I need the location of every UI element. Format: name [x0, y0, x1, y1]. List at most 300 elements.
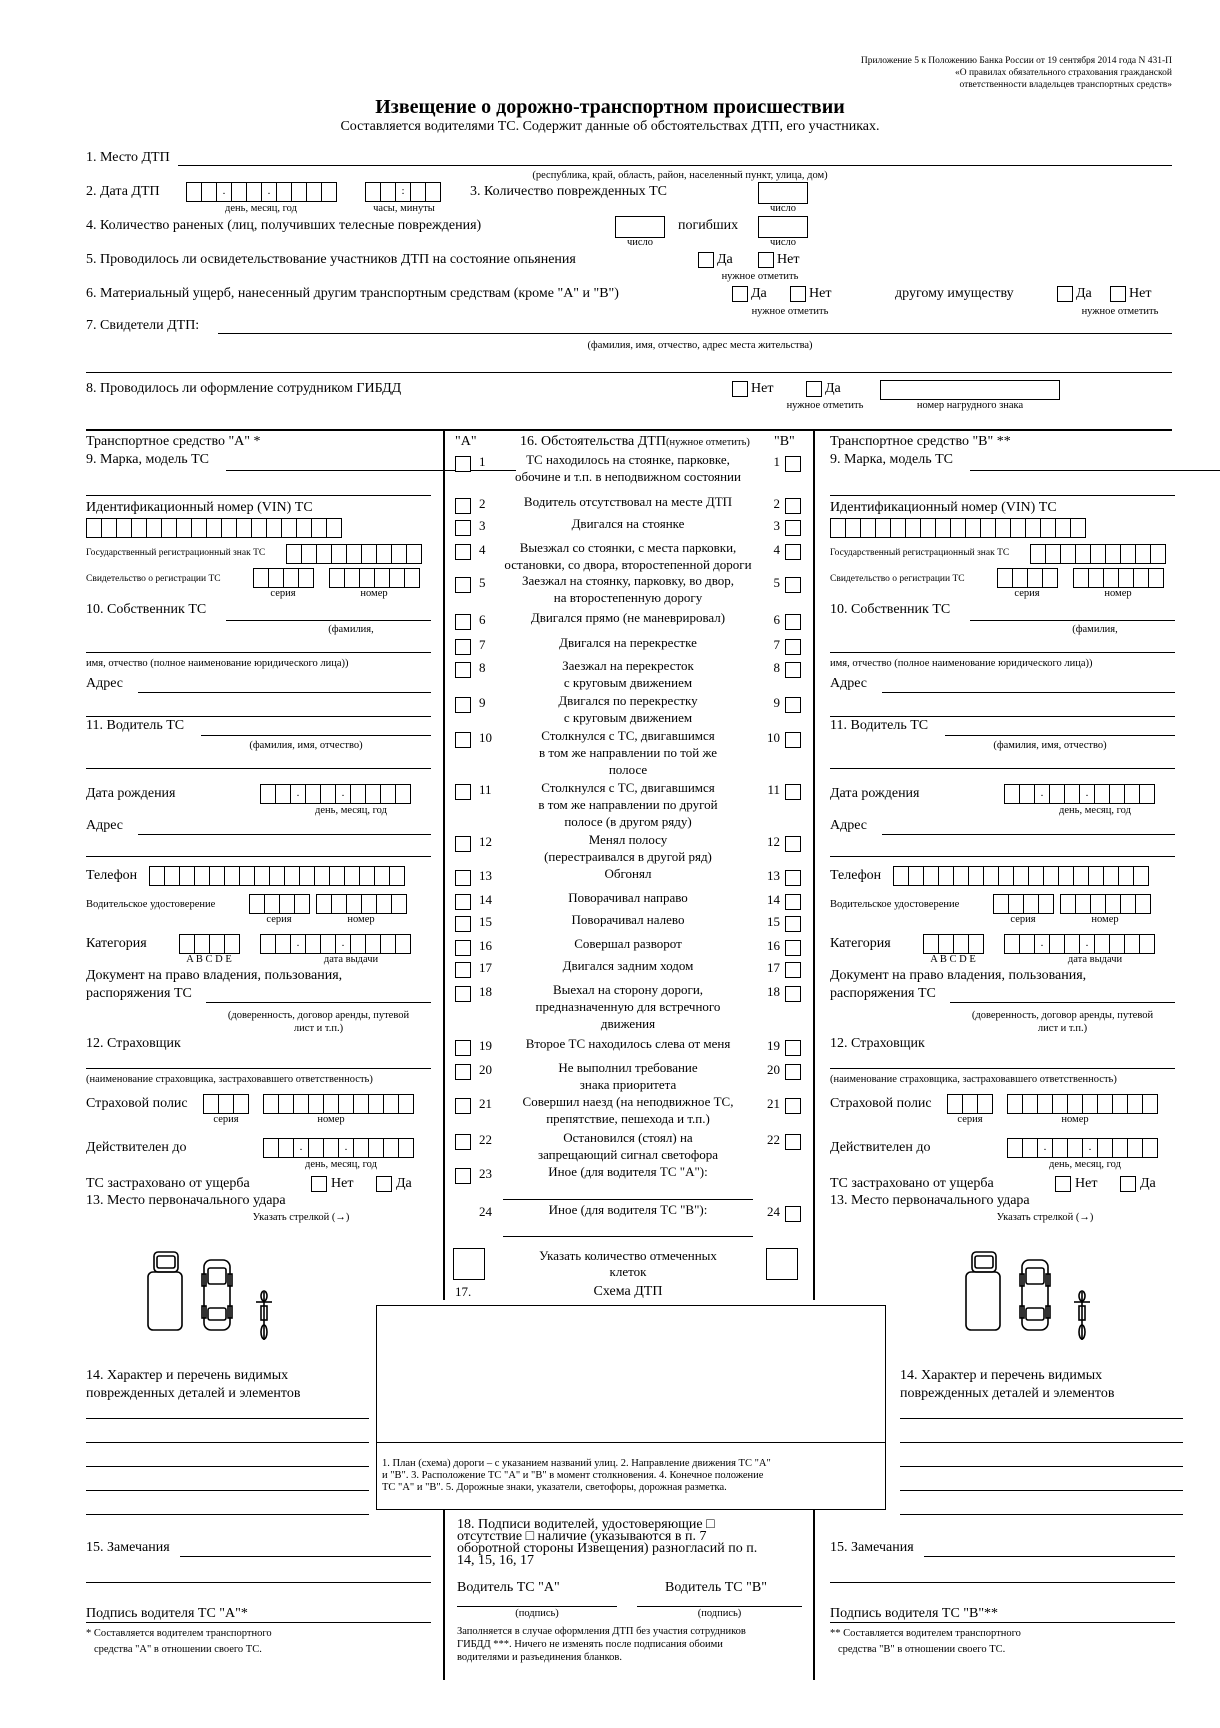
plate-cells[interactable]: [286, 544, 422, 564]
char-cell[interactable]: [339, 1095, 354, 1113]
license-number-cells[interactable]: [316, 894, 407, 914]
circumstance-a-checkbox[interactable]: [455, 697, 471, 713]
circumstance-b-checkbox[interactable]: [785, 986, 801, 1002]
char-cell[interactable]: .: [1035, 935, 1050, 953]
char-cell[interactable]: [1110, 785, 1125, 803]
char-cell[interactable]: [1043, 569, 1058, 587]
police-yes-checkbox[interactable]: [806, 381, 822, 397]
char-cell[interactable]: .: [339, 1139, 354, 1157]
char-cell[interactable]: .: [1035, 785, 1050, 803]
char-cell[interactable]: [280, 895, 295, 913]
char-cell[interactable]: [324, 1139, 339, 1157]
char-cell[interactable]: [292, 183, 307, 201]
circumstance-a-checkbox[interactable]: [455, 870, 471, 886]
damage-property-no-checkbox[interactable]: [1110, 286, 1126, 302]
char-cell[interactable]: [254, 569, 269, 587]
char-cell[interactable]: [362, 895, 377, 913]
char-cell[interactable]: [332, 545, 347, 563]
circumstance-b-checkbox[interactable]: [785, 1206, 801, 1222]
circumstance-b-checkbox[interactable]: [785, 870, 801, 886]
char-cell[interactable]: [1119, 569, 1134, 587]
circumstance-a-checkbox[interactable]: [455, 662, 471, 678]
char-cell[interactable]: [1106, 895, 1121, 913]
circumstance-a-checkbox[interactable]: [455, 1040, 471, 1056]
char-cell[interactable]: [321, 935, 336, 953]
char-cell[interactable]: [177, 519, 192, 537]
char-cell[interactable]: .: [1080, 785, 1095, 803]
char-cell[interactable]: [831, 519, 846, 537]
char-cell[interactable]: [1050, 785, 1065, 803]
char-cell[interactable]: [1113, 1139, 1128, 1157]
circumstance-b-checkbox[interactable]: [785, 894, 801, 910]
char-cell[interactable]: [1121, 545, 1136, 563]
char-cell[interactable]: [347, 545, 362, 563]
char-cell[interactable]: [1041, 519, 1056, 537]
char-cell[interactable]: [282, 519, 297, 537]
char-cell[interactable]: [309, 1139, 324, 1157]
char-cell[interactable]: [384, 1139, 399, 1157]
char-cell[interactable]: [297, 519, 312, 537]
policy-number-cells[interactable]: [263, 1094, 414, 1114]
char-cell[interactable]: [375, 867, 390, 885]
char-cell[interactable]: [307, 183, 322, 201]
char-cell[interactable]: [269, 569, 284, 587]
phone-cells[interactable]: [893, 866, 1149, 886]
phone-cells[interactable]: [149, 866, 405, 886]
char-cell[interactable]: [969, 867, 984, 885]
birth-cells[interactable]: [1004, 784, 1155, 804]
char-cell[interactable]: [306, 935, 321, 953]
char-cell[interactable]: [202, 183, 217, 201]
circumstance-a-checkbox[interactable]: [455, 1134, 471, 1150]
license-series-cells[interactable]: [249, 894, 310, 914]
char-cell[interactable]: [954, 935, 969, 953]
char-cell[interactable]: [939, 935, 954, 953]
char-cell[interactable]: [1011, 519, 1026, 537]
char-cell[interactable]: [1065, 935, 1080, 953]
char-cell[interactable]: [351, 785, 366, 803]
char-cell[interactable]: [1076, 545, 1091, 563]
char-cell[interactable]: .: [1083, 1139, 1098, 1157]
issue-date-cells[interactable]: [1004, 934, 1155, 954]
char-cell[interactable]: [1053, 1095, 1068, 1113]
char-cell[interactable]: [317, 895, 332, 913]
char-cell[interactable]: [327, 519, 342, 537]
insured-yes-checkbox[interactable]: [376, 1176, 392, 1192]
char-cell[interactable]: [1061, 895, 1076, 913]
char-cell[interactable]: [324, 1095, 339, 1113]
char-cell[interactable]: [264, 1095, 279, 1113]
char-cell[interactable]: .: [1038, 1139, 1053, 1157]
char-cell[interactable]: [1140, 935, 1155, 953]
char-cell[interactable]: .: [262, 183, 277, 201]
char-cell[interactable]: [369, 1095, 384, 1113]
char-cell[interactable]: [375, 569, 390, 587]
char-cell[interactable]: [299, 569, 314, 587]
char-cell[interactable]: .: [217, 183, 232, 201]
char-cell[interactable]: [315, 867, 330, 885]
insured-yes-checkbox[interactable]: [1120, 1176, 1136, 1192]
char-cell[interactable]: [1056, 519, 1071, 537]
reg-number-cells[interactable]: [329, 568, 420, 588]
circumstance-b-checkbox[interactable]: [785, 639, 801, 655]
char-cell[interactable]: [1028, 569, 1043, 587]
circumstance-b-checkbox[interactable]: [785, 1134, 801, 1150]
char-cell[interactable]: [250, 895, 265, 913]
char-cell[interactable]: [354, 1139, 369, 1157]
circumstance-a-checkbox[interactable]: [455, 836, 471, 852]
char-cell[interactable]: [981, 519, 996, 537]
char-cell[interactable]: [390, 867, 405, 885]
char-cell[interactable]: [1149, 569, 1164, 587]
count-a-box[interactable]: [453, 1248, 485, 1280]
char-cell[interactable]: [1143, 1095, 1158, 1113]
char-cell[interactable]: [411, 183, 426, 201]
char-cell[interactable]: [147, 519, 162, 537]
char-cell[interactable]: [1119, 867, 1134, 885]
char-cell[interactable]: [237, 519, 252, 537]
damaged-count-box[interactable]: [758, 182, 808, 204]
char-cell[interactable]: [407, 545, 422, 563]
char-cell[interactable]: [165, 867, 180, 885]
char-cell[interactable]: [994, 895, 1009, 913]
char-cell[interactable]: [255, 867, 270, 885]
char-cell[interactable]: [276, 785, 291, 803]
reg-number-cells[interactable]: [1073, 568, 1164, 588]
char-cell[interactable]: [195, 867, 210, 885]
category-cells[interactable]: [923, 934, 984, 954]
vin-cells[interactable]: [86, 518, 342, 538]
char-cell[interactable]: [390, 569, 405, 587]
char-cell[interactable]: [180, 867, 195, 885]
circumstance-a-checkbox[interactable]: [455, 962, 471, 978]
char-cell[interactable]: [939, 867, 954, 885]
circumstance-b-checkbox[interactable]: [785, 614, 801, 630]
char-cell[interactable]: [924, 867, 939, 885]
char-cell[interactable]: [396, 935, 411, 953]
char-cell[interactable]: [1089, 867, 1104, 885]
char-cell[interactable]: [192, 519, 207, 537]
char-cell[interactable]: [951, 519, 966, 537]
char-cell[interactable]: [1091, 545, 1106, 563]
char-cell[interactable]: .: [1080, 935, 1095, 953]
char-cell[interactable]: [187, 183, 202, 201]
circumstance-b-checkbox[interactable]: [785, 784, 801, 800]
circumstance-a-checkbox[interactable]: [455, 639, 471, 655]
char-cell[interactable]: [317, 545, 332, 563]
char-cell[interactable]: [204, 1095, 219, 1113]
char-cell[interactable]: .: [291, 785, 306, 803]
char-cell[interactable]: [321, 785, 336, 803]
circumstance-a-checkbox[interactable]: [455, 894, 471, 910]
char-cell[interactable]: [377, 895, 392, 913]
char-cell[interactable]: [234, 1095, 249, 1113]
circumstance-a-checkbox[interactable]: [455, 1098, 471, 1114]
char-cell[interactable]: [369, 1139, 384, 1157]
category-cells[interactable]: [179, 934, 240, 954]
char-cell[interactable]: [1136, 895, 1151, 913]
char-cell[interactable]: [1083, 1095, 1098, 1113]
reg-series-cells[interactable]: [253, 568, 314, 588]
birth-cells[interactable]: [260, 784, 411, 804]
circumstance-b-checkbox[interactable]: [785, 577, 801, 593]
char-cell[interactable]: [1136, 545, 1151, 563]
char-cell[interactable]: [1068, 1095, 1083, 1113]
char-cell[interactable]: [936, 519, 951, 537]
char-cell[interactable]: [1023, 1139, 1038, 1157]
valid-until-cells[interactable]: [1007, 1138, 1158, 1158]
char-cell[interactable]: [267, 519, 282, 537]
char-cell[interactable]: [1013, 569, 1028, 587]
vehicle-diagram-icon[interactable]: [146, 1250, 286, 1350]
circumstance-b-checkbox[interactable]: [785, 1040, 801, 1056]
char-cell[interactable]: [978, 1095, 993, 1113]
circumstance-b-checkbox[interactable]: [785, 498, 801, 514]
char-cell[interactable]: [894, 867, 909, 885]
circumstance-b-checkbox[interactable]: [785, 732, 801, 748]
char-cell[interactable]: [330, 569, 345, 587]
killed-count-box[interactable]: [758, 216, 808, 238]
char-cell[interactable]: [295, 895, 310, 913]
policy-series-cells[interactable]: [947, 1094, 993, 1114]
char-cell[interactable]: [1026, 519, 1041, 537]
char-cell[interactable]: [381, 183, 396, 201]
char-cell[interactable]: [924, 935, 939, 953]
char-cell[interactable]: [1104, 569, 1119, 587]
char-cell[interactable]: [294, 1095, 309, 1113]
circumstance-b-checkbox[interactable]: [785, 520, 801, 536]
license-series-cells[interactable]: [993, 894, 1054, 914]
circumstance-b-checkbox[interactable]: [785, 544, 801, 560]
circumstance-a-checkbox[interactable]: [455, 916, 471, 932]
char-cell[interactable]: [207, 519, 222, 537]
char-cell[interactable]: [132, 519, 147, 537]
circumstance-b-checkbox[interactable]: [785, 1064, 801, 1080]
char-cell[interactable]: [405, 569, 420, 587]
circumstance-a-checkbox[interactable]: [455, 498, 471, 514]
char-cell[interactable]: [1008, 1095, 1023, 1113]
char-cell[interactable]: [1151, 545, 1166, 563]
char-cell[interactable]: [117, 519, 132, 537]
char-cell[interactable]: [345, 867, 360, 885]
char-cell[interactable]: [1065, 785, 1080, 803]
circumstance-b-checkbox[interactable]: [785, 916, 801, 932]
char-cell[interactable]: .: [336, 785, 351, 803]
char-cell[interactable]: [909, 867, 924, 885]
char-cell[interactable]: [1128, 1139, 1143, 1157]
police-no-checkbox[interactable]: [732, 381, 748, 397]
char-cell[interactable]: [999, 867, 1014, 885]
char-cell[interactable]: [1076, 895, 1091, 913]
char-cell[interactable]: [381, 785, 396, 803]
circumstance-a-checkbox[interactable]: [455, 520, 471, 536]
vin-cells[interactable]: [830, 518, 1086, 538]
char-cell[interactable]: [948, 1095, 963, 1113]
char-cell[interactable]: [381, 935, 396, 953]
char-cell[interactable]: [1095, 935, 1110, 953]
char-cell[interactable]: [1091, 895, 1106, 913]
char-cell[interactable]: [345, 569, 360, 587]
char-cell[interactable]: [265, 895, 280, 913]
char-cell[interactable]: [384, 1095, 399, 1113]
char-cell[interactable]: [861, 519, 876, 537]
char-cell[interactable]: [1134, 569, 1149, 587]
char-cell[interactable]: [969, 935, 984, 953]
char-cell[interactable]: [399, 1139, 414, 1157]
char-cell[interactable]: [284, 569, 299, 587]
insured-no-checkbox[interactable]: [311, 1176, 327, 1192]
circumstance-a-checkbox[interactable]: [455, 1064, 471, 1080]
char-cell[interactable]: [1008, 1139, 1023, 1157]
char-cell[interactable]: [1125, 785, 1140, 803]
char-cell[interactable]: [225, 867, 240, 885]
char-cell[interactable]: [162, 519, 177, 537]
char-cell[interactable]: [366, 785, 381, 803]
char-cell[interactable]: [270, 867, 285, 885]
char-cell[interactable]: [1024, 895, 1039, 913]
char-cell[interactable]: [392, 545, 407, 563]
time-cells[interactable]: [365, 182, 441, 202]
char-cell[interactable]: [1029, 867, 1044, 885]
char-cell[interactable]: [846, 519, 861, 537]
char-cell[interactable]: [1053, 1139, 1068, 1157]
char-cell[interactable]: [963, 1095, 978, 1113]
count-b-box[interactable]: [766, 1248, 798, 1280]
char-cell[interactable]: [279, 1139, 294, 1157]
char-cell[interactable]: :: [396, 183, 411, 201]
char-cell[interactable]: [1038, 1095, 1053, 1113]
char-cell[interactable]: [252, 519, 267, 537]
char-cell[interactable]: [240, 867, 255, 885]
char-cell[interactable]: [1113, 1095, 1128, 1113]
char-cell[interactable]: [1143, 1139, 1158, 1157]
char-cell[interactable]: [1020, 785, 1035, 803]
circumstance-a-checkbox[interactable]: [455, 614, 471, 630]
alcohol-no-checkbox[interactable]: [758, 252, 774, 268]
badge-number-field[interactable]: [880, 380, 1060, 400]
char-cell[interactable]: [354, 1095, 369, 1113]
date-cells[interactable]: [186, 182, 337, 202]
char-cell[interactable]: [1068, 1139, 1083, 1157]
char-cell[interactable]: [1005, 935, 1020, 953]
char-cell[interactable]: [360, 569, 375, 587]
circumstance-a-checkbox[interactable]: [455, 1168, 471, 1184]
char-cell[interactable]: [396, 785, 411, 803]
char-cell[interactable]: [1140, 785, 1155, 803]
char-cell[interactable]: [1046, 545, 1061, 563]
char-cell[interactable]: [1031, 545, 1046, 563]
circumstance-a-checkbox[interactable]: [455, 544, 471, 560]
char-cell[interactable]: [1039, 895, 1054, 913]
char-cell[interactable]: [330, 867, 345, 885]
char-cell[interactable]: [1044, 867, 1059, 885]
char-cell[interactable]: [347, 895, 362, 913]
reg-series-cells[interactable]: [997, 568, 1058, 588]
char-cell[interactable]: [287, 545, 302, 563]
char-cell[interactable]: .: [294, 1139, 309, 1157]
char-cell[interactable]: [180, 935, 195, 953]
char-cell[interactable]: [377, 545, 392, 563]
circumstance-a-checkbox[interactable]: [455, 732, 471, 748]
char-cell[interactable]: [906, 519, 921, 537]
char-cell[interactable]: [1134, 867, 1149, 885]
char-cell[interactable]: [150, 867, 165, 885]
policy-number-cells[interactable]: [1007, 1094, 1158, 1114]
circumstance-a-checkbox[interactable]: [455, 940, 471, 956]
char-cell[interactable]: [1098, 1095, 1113, 1113]
char-cell[interactable]: [276, 935, 291, 953]
char-cell[interactable]: [247, 183, 262, 201]
circumstance-b-checkbox[interactable]: [785, 662, 801, 678]
char-cell[interactable]: [392, 895, 407, 913]
char-cell[interactable]: [306, 785, 321, 803]
char-cell[interactable]: [351, 935, 366, 953]
policy-series-cells[interactable]: [203, 1094, 249, 1114]
char-cell[interactable]: [264, 1139, 279, 1157]
char-cell[interactable]: [261, 935, 276, 953]
char-cell[interactable]: .: [291, 935, 306, 953]
char-cell[interactable]: [984, 867, 999, 885]
char-cell[interactable]: [426, 183, 441, 201]
char-cell[interactable]: [285, 867, 300, 885]
char-cell[interactable]: [1128, 1095, 1143, 1113]
char-cell[interactable]: [222, 519, 237, 537]
insured-no-checkbox[interactable]: [1055, 1176, 1071, 1192]
char-cell[interactable]: [312, 519, 327, 537]
circumstance-b-checkbox[interactable]: [785, 836, 801, 852]
circumstance-b-checkbox[interactable]: [785, 962, 801, 978]
issue-date-cells[interactable]: [260, 934, 411, 954]
circumstance-a-checkbox[interactable]: [455, 577, 471, 593]
char-cell[interactable]: [1005, 785, 1020, 803]
char-cell[interactable]: [921, 519, 936, 537]
circumstance-b-checkbox[interactable]: [785, 1098, 801, 1114]
char-cell[interactable]: [1110, 935, 1125, 953]
damage-vehicles-no-checkbox[interactable]: [790, 286, 806, 302]
char-cell[interactable]: [1074, 569, 1089, 587]
circumstance-b-checkbox[interactable]: [785, 940, 801, 956]
char-cell[interactable]: [219, 1095, 234, 1113]
char-cell[interactable]: [966, 519, 981, 537]
char-cell[interactable]: [87, 519, 102, 537]
char-cell[interactable]: [366, 935, 381, 953]
plate-cells[interactable]: [1030, 544, 1166, 564]
char-cell[interactable]: [1023, 1095, 1038, 1113]
char-cell[interactable]: [360, 867, 375, 885]
char-cell[interactable]: [1009, 895, 1024, 913]
char-cell[interactable]: [954, 867, 969, 885]
char-cell[interactable]: [309, 1095, 324, 1113]
damage-vehicles-yes-checkbox[interactable]: [732, 286, 748, 302]
char-cell[interactable]: [891, 519, 906, 537]
char-cell[interactable]: [225, 935, 240, 953]
damage-property-yes-checkbox[interactable]: [1057, 286, 1073, 302]
char-cell[interactable]: [302, 545, 317, 563]
circumstance-b-checkbox[interactable]: [785, 456, 801, 472]
char-cell[interactable]: [876, 519, 891, 537]
circumstance-b-checkbox[interactable]: [785, 697, 801, 713]
char-cell[interactable]: [210, 867, 225, 885]
char-cell[interactable]: [399, 1095, 414, 1113]
char-cell[interactable]: [996, 519, 1011, 537]
char-cell[interactable]: [322, 183, 337, 201]
char-cell[interactable]: [1121, 895, 1136, 913]
char-cell[interactable]: [1020, 935, 1035, 953]
char-cell[interactable]: [1074, 867, 1089, 885]
char-cell[interactable]: .: [336, 935, 351, 953]
char-cell[interactable]: [210, 935, 225, 953]
license-number-cells[interactable]: [1060, 894, 1151, 914]
